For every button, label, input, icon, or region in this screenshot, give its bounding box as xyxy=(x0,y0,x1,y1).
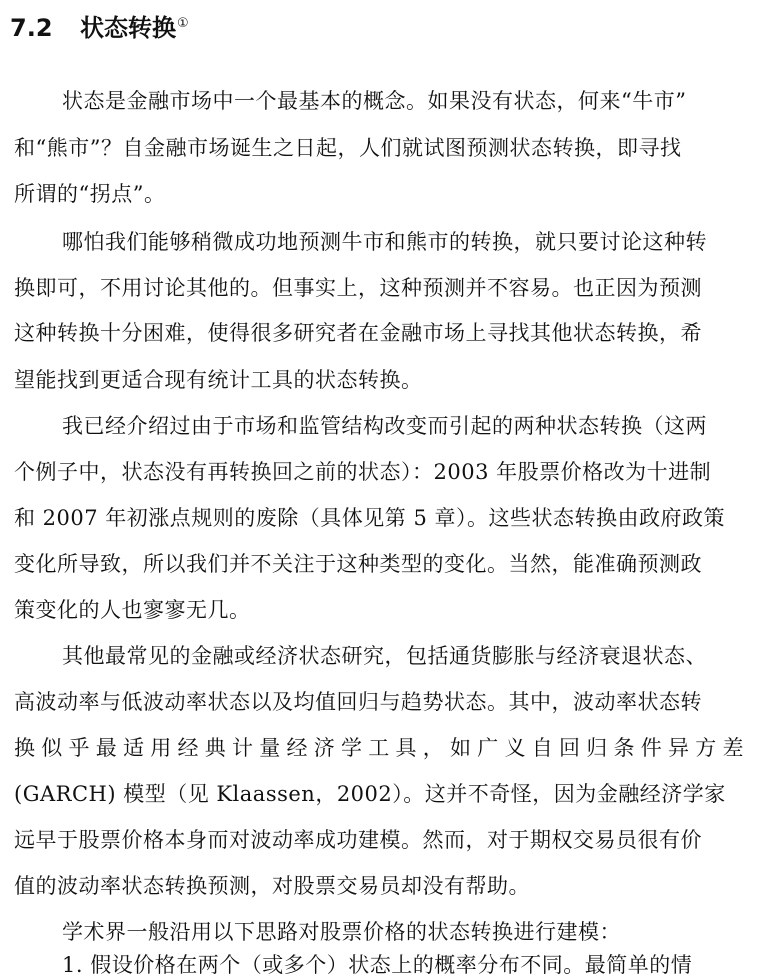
footnote-marker: ① xyxy=(177,16,189,31)
section-number: 7.2 xyxy=(10,14,53,42)
list-item-line: 1. 假设价格在两个（或多个）状态上的概率分布不同。最简单的情 xyxy=(62,953,693,977)
section-heading xyxy=(10,4,189,48)
paragraph-line: 换似乎最适用经典计量经济学工具，如广义自回归条件异方差 xyxy=(14,736,744,760)
section-title: 状态转换 xyxy=(80,14,176,42)
paragraph-line: 其他最常见的金融或经济状态研究，包括通货膨胀与经济衰退状态、 xyxy=(62,644,707,668)
paragraph-line: 个例子中，状态没有再转换回之前的状态）：2003 年股票价格改为十进制 xyxy=(14,460,712,484)
paragraph-line: 望能找到更适合现有统计工具的状态转换。 xyxy=(14,368,423,392)
paragraph-line: 远早于股票价格本身而对波动率成功建模。然而，对于期权交易员很有价 xyxy=(14,828,702,852)
paragraph-line: (GARCH) 模型（见 Klaassen，2002）。这并不奇怪，因为金融经济学家 xyxy=(14,782,726,806)
paragraph-line: 换即可，不用讨论其他的。但事实上，这种预测并不容易。也正因为预测 xyxy=(14,276,702,300)
paragraph-line: 高波动率与低波动率状态以及均值回归与趋势状态。其中，波动率状态转 xyxy=(14,690,702,714)
paragraph-line: 我已经介绍过由于市场和监管结构改变而引起的两种状态转换（这两 xyxy=(62,414,707,438)
paragraph-line: 值的波动率状态转换预测，对股票交易员却没有帮助。 xyxy=(14,874,530,898)
paragraph-line: 学术界一般沿用以下思路对股票价格的状态转换进行建模： xyxy=(62,920,621,944)
paragraph-line: 变化所导致，所以我们并不关注于这种类型的变化。当然，能准确预测政 xyxy=(14,552,702,576)
paragraph-line: 这种转换十分困难，使得很多研究者在金融市场上寻找其他状态转换，希 xyxy=(14,321,702,345)
paragraph-line: 状态是金融市场中一个最基本的概念。如果没有状态，何来“牛市” xyxy=(62,89,687,113)
paragraph-line: 所谓的“拐点”。 xyxy=(14,182,166,206)
paragraph-line: 和“熊市”？自金融市场诞生之日起，人们就试图预测状态转换，即寻找 xyxy=(14,136,682,160)
paragraph-line: 策变化的人也寥寥无几。 xyxy=(14,598,251,622)
paragraph-line: 哪怕我们能够稍微成功地预测牛市和熊市的转换，就只要讨论这种转 xyxy=(62,230,707,254)
paragraph-line: 和 2007 年初涨点规则的废除（具体见第 5 章）。这些状态转换由政府政策 xyxy=(14,506,726,530)
